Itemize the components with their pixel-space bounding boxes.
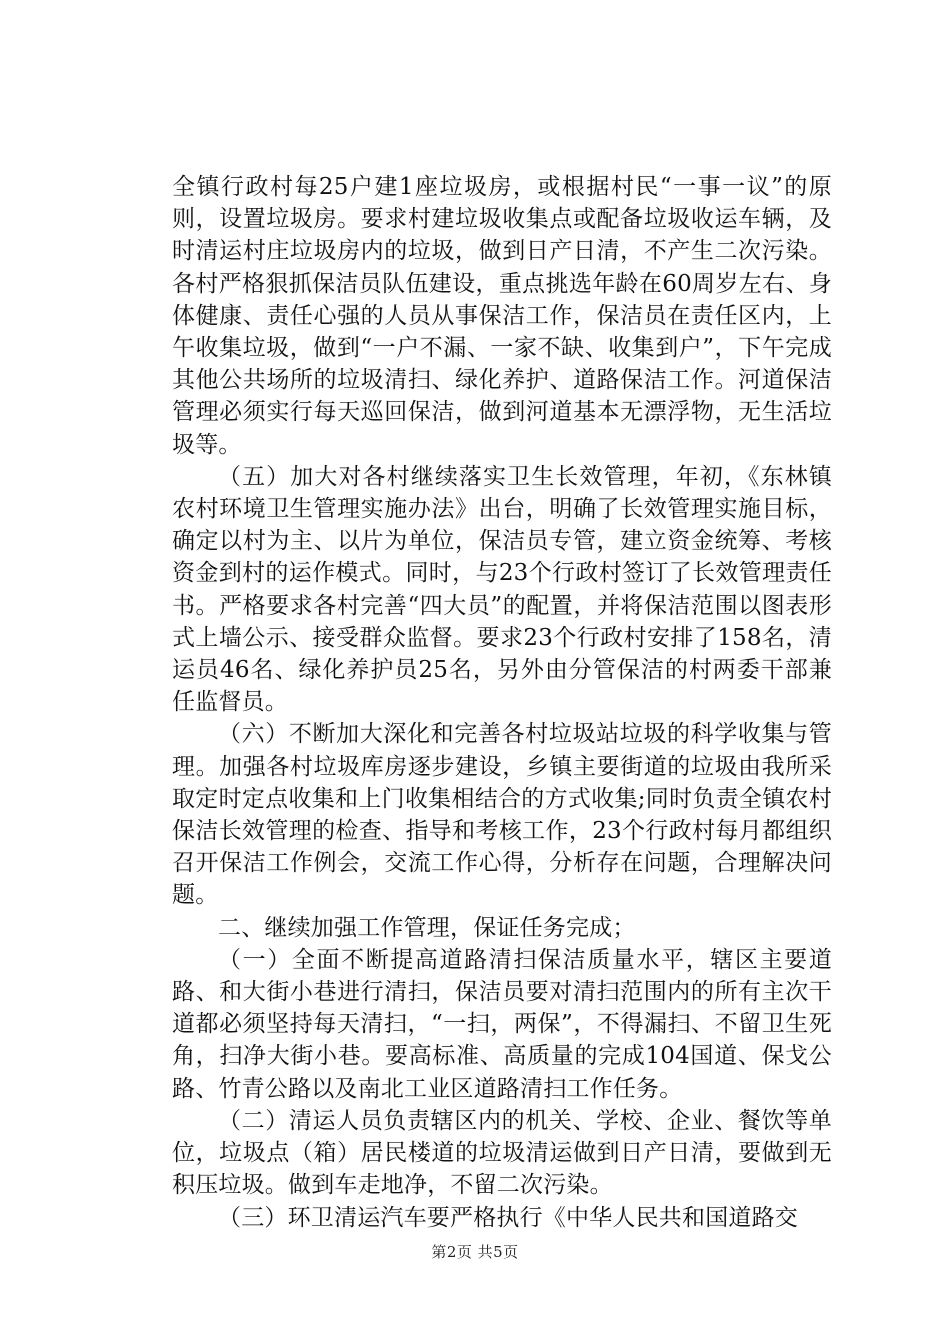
paragraph-continuation: 全镇行政村每25户建1座垃圾房，或根据村民“一事一议”的原则，设置垃圾房。要求村建垃圾收集点或配备垃圾收运车辆，及时清运村庄垃圾房内的垃圾，做到日产日清，不产生二次污染。各村严格狠抓保洁员队伍建设，重点挑选年龄在60周岁左右、身体健康、责任心强的人员从事保洁工作，保洁员在责任区内，上午收集垃圾，做到“一户不漏、一家不缺、收集到户”，下午完成其他公共场所的垃圾清扫、绿化养护、道路保洁工作。河道保洁管理必须实行每天巡回保洁，做到河道基本无漂浮物，无生活垃圾等。: [172, 174, 832, 458]
paragraph-section-5: （五）加大对各村继续落实卫生长效管理，年初，《东林镇农村环境卫生管理实施办法》出台，明确了长效管理实施目标，确定以村为主、以片为单位，保洁员专管，建立资金统筹、考核资金到村的运作模式。同时，与23个行政村签订了长效管理责任书。严格要求各村完善“四大员”的配置，并将保洁范围以图表形式上墙公示、接受群众监督。要求23个行政村安排了158名，清运员46名、绿化养护员25名，另外由分管保洁的村两委干部兼任监督员。: [172, 463, 832, 716]
page-footer: 第2页 共5页: [431, 1243, 519, 1261]
paragraph-subsection-2: （二）清运人员负责辖区内的机关、学校、企业、餐饮等单位，垃圾点（箱）居民楼道的垃圾清运做到日产日清，要做到无积压垃圾。做到车走地净，不留二次污染。: [172, 1107, 832, 1199]
paragraph-subsection-3: （三）环卫清运汽车要严格执行《中华人民共和国道路交: [218, 1204, 798, 1231]
paragraph-subsection-1: （一）全面不断提高道路清扫保洁质量水平，辖区主要道路、和大街小巷进行清扫，保洁员要对清扫范围内的所有主次干道都必须坚持每天清扫，“一扫，两保”，不得漏扫、不留卫生死角，扫净大街小巷。要高标准、高质量的完成104国道、保戈公路、竹青公路以及南北工业区道路清扫工作任务。: [172, 946, 832, 1102]
document-body: [172, 171, 832, 1234]
paragraph-section-6: （六）不断加大深化和完善各村垃圾站垃圾的科学收集与管理。加强各村垃圾库房逐步建设，乡镇主要街道的垃圾由我所采取定时定点收集和上门收集相结合的方式收集;同时负责全镇农村保洁长效管理的检查、指导和考核工作，23个行政村每月都组织召开保洁工作例会，交流工作心得，分析存在问题，合理解决问题。: [172, 721, 832, 909]
section-heading-2: 二、继续加强工作管理，保证任务完成；: [218, 914, 636, 941]
